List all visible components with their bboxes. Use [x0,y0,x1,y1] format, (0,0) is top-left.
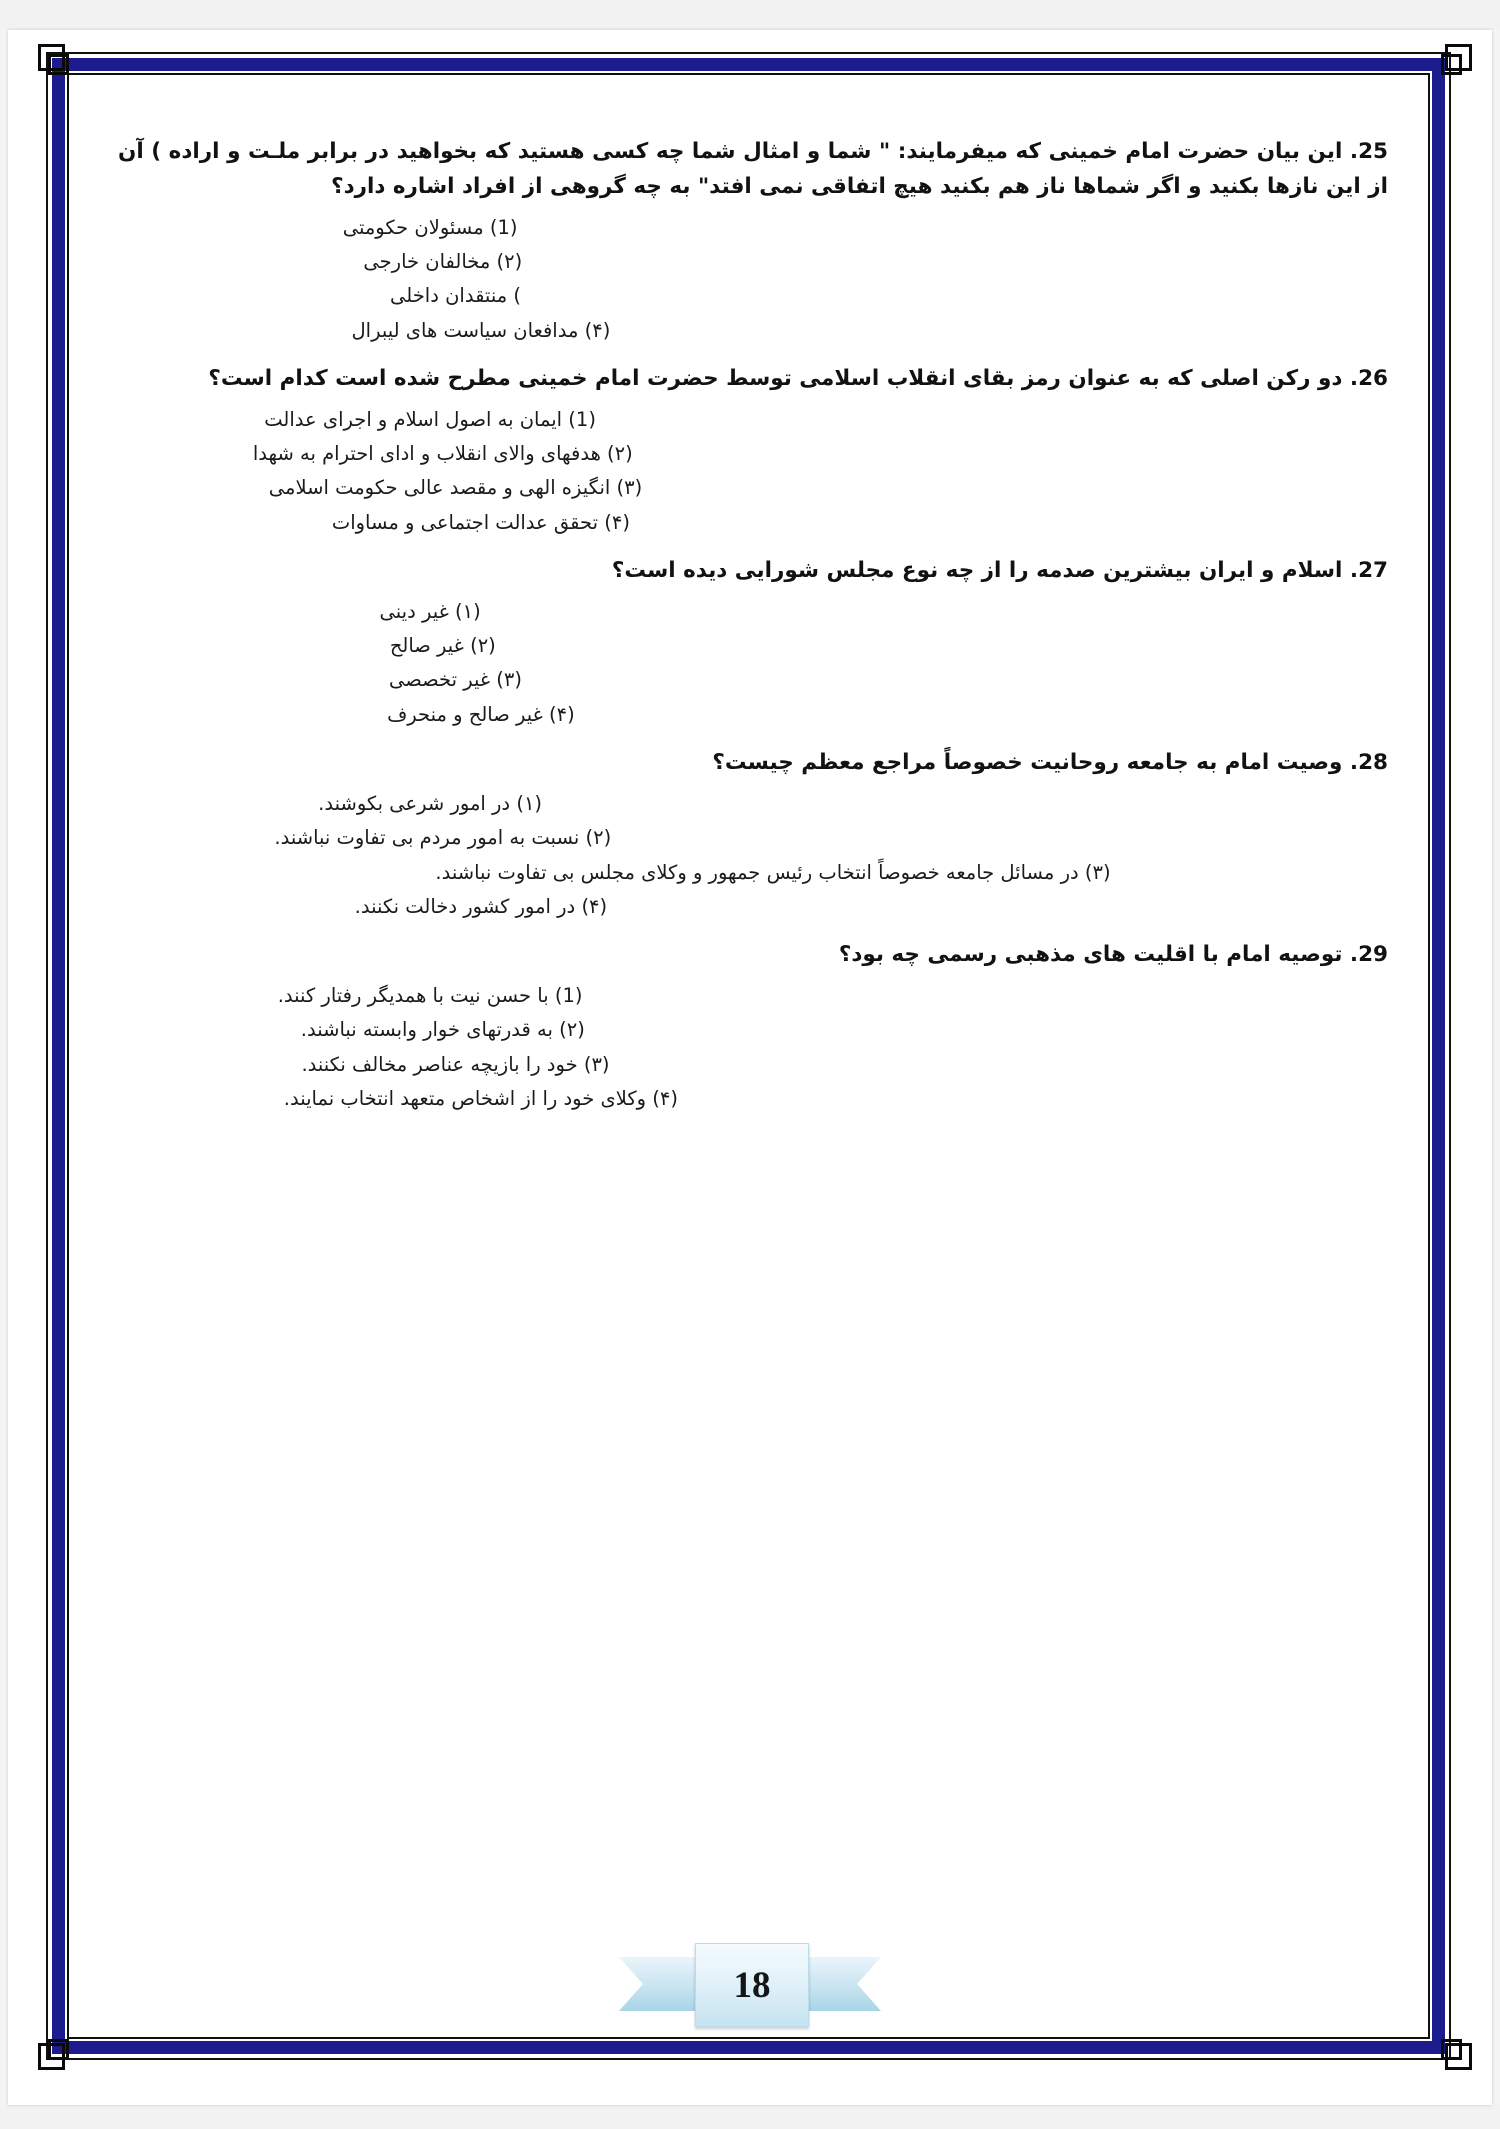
question-block-25 [118,135,1388,344]
page-number-label: 18 [733,1964,771,2006]
question-block-26 [118,362,1388,536]
question-26-option-1: (1) ایمان به اصول اسلام و اجرای عدالت [264,407,596,431]
question-stem-29: 29. توصیه امام با اقلیت های مذهبی رسمی چه بود؟ [838,942,1388,968]
question-block-27 [118,554,1388,728]
question-26-option-4: (۴) تحقق عدالت اجتماعی و مساوات [331,510,630,534]
question-29-option-4: (۴) وکلای خود را از اشخاص متعهد انتخاب نمایند. [283,1086,678,1110]
question-26-option-2: (۲) هدفهای والای انقلاب و ادای احترام به شهدا [252,442,633,466]
question-29-option-1: (1) با حسن نیت با همدیگر رفتار کنند. [277,983,583,1007]
question-25-option-1: (1) مسئولان حکومتی [342,215,518,239]
question-28-option-4: (۴) در امور کشور دخالت نکنند. [354,894,608,918]
question-25-option-4: (۴) مدافعان سیاست های لیبرال [351,318,611,342]
corner-ornament-bottom-left-icon [38,2030,78,2070]
question-25-option-3: ) منتقدان داخلی [390,284,521,308]
corner-ornament-top-right-icon [1432,44,1472,84]
corner-ornament-top-left-icon [38,44,78,84]
question-stem-28: 28. وصیت امام به جامعه روحانیت خصوصاً مراجع معظم چیست؟ [712,750,1388,776]
question-26-option-3: (۳) انگیزه الهی و مقصد عالی حکومت اسلامی [268,476,643,500]
spacer [118,544,1388,554]
document-content [118,135,1388,1925]
question-stem-25: 25. این بیان حضرت امام خمینی که میفرمایند: " شما و امثال شما چه کسی هستید که بخواهید در برابر ملـت و اراده ) آن از این نازها بکنید و اگر شماها ناز هم بکنید هیچ اتفاقی نمی افتد" به چه گروهی از افراد اشاره دارد؟ [118,139,1388,199]
corner-ornament-bottom-right-icon [1432,2030,1472,2070]
question-28-option-2: (۲) نسبت به امور مردم بی تفاوت نباشند. [274,826,612,850]
question-stem-27: 27. اسلام و ایران بیشترین صدمه را از چه نوع مجلس شورایی دیده است؟ [611,557,1388,583]
question-27-option-3: (۳) غیر تخصصی [388,668,523,692]
page-top-margin-strip [0,0,1500,30]
question-28-option-1: (۱) در امور شرعی بکوشند. [318,791,543,815]
spacer [118,928,1388,938]
question-29-option-2: (۲) به قدرتهای خوار وابسته نباشند. [300,1018,585,1042]
spacer [118,352,1388,362]
question-27-option-1: (۱) غیر دینی [379,599,481,623]
question-29-option-3: (۳) خود را بازیچه عناصر مخالف نکنند. [301,1052,610,1076]
question-25-option-2: (۲) مخالفان خارجی [363,249,523,273]
question-27-option-2: (۲) غیر صالح [389,634,496,658]
question-27-option-4: (۴) غیر صالح و منحرف [387,702,575,726]
question-block-28 [118,746,1388,920]
question-28-option-3: (۳) در مسائل جامعه خصوصاً انتخاب رئیس جمهور و وکلای مجلس بی تفاوت نباشند. [435,860,1111,884]
page-sheet [8,30,1492,2105]
spacer [118,736,1388,746]
question-block-29 [118,938,1388,1112]
question-stem-26: 26. دو رکن اصلی که به عنوان رمز بقای انقلاب اسلامی توسط حضرت امام خمینی مطرح شده است کدام است؟ [208,365,1388,391]
page-bottom-margin-strip [0,2105,1500,2129]
